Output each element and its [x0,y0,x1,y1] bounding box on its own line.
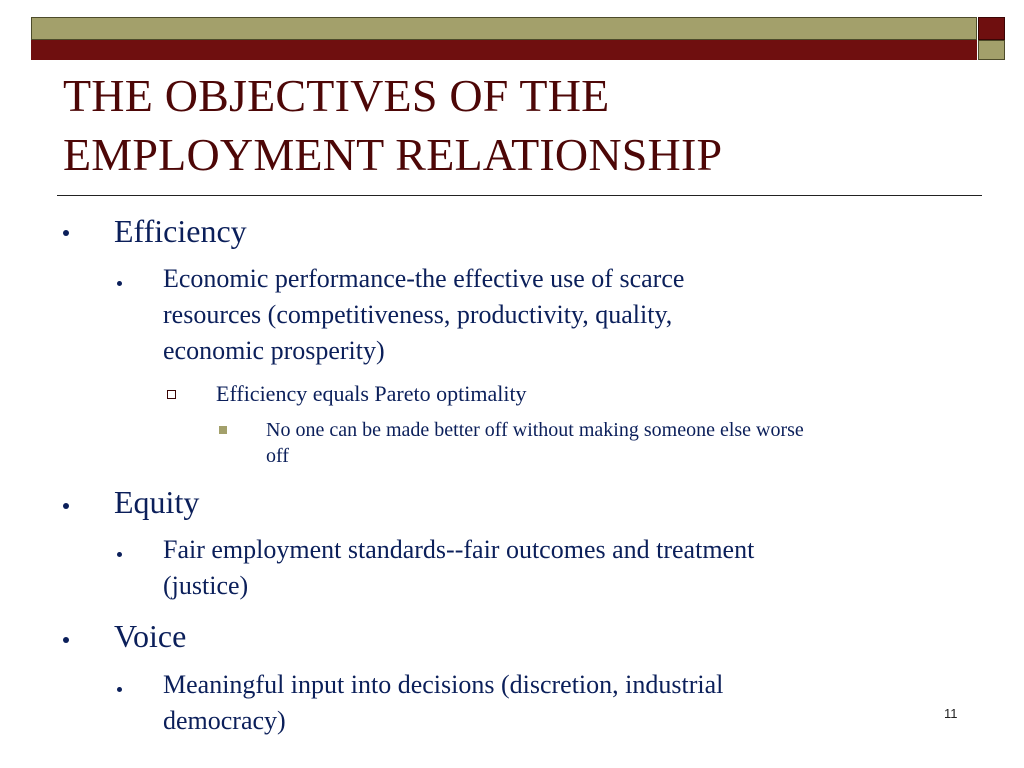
bullet-dot-icon [117,552,122,557]
sub-bullet-economic-line-3: economic prosperity) [163,336,385,365]
bullet-equity: Equity [114,484,200,520]
bullet-dot-icon [117,281,122,286]
sub-bullet-economic-line-2: resources (competitiveness, productivity, quality, [163,300,673,329]
sub-bullet-pareto: Efficiency equals Pareto optimality [216,381,527,406]
bullet-dot-icon [63,230,69,236]
sub-bullet-no-one-line-2: off [266,445,289,467]
sub-bullet-fair-line-2: (justice) [163,571,249,600]
sub-bullet-meaningful-line-1: Meaningful input into decisions (discretion, industrial [163,670,724,699]
sub-bullet-fair-line-1: Fair employment standards--fair outcomes and treatment [163,535,755,564]
sub-bullet-meaningful-line-2: democracy) [163,706,286,735]
bullet-dot-icon [117,687,122,692]
sub-bullet-no-one-line-1: No one can be made better off without making someone else worse [266,419,804,441]
bullet-dot-icon [63,503,69,509]
bullet-efficiency: Efficiency [114,213,247,249]
bullet-dot-icon [63,637,69,643]
slide-title-line-2: EMPLOYMENT RELATIONSHIP [63,129,723,180]
bullet-hollow-square-icon [167,390,176,399]
bullet-filled-square-icon [219,426,227,434]
page-number: 11 [944,706,958,721]
slide-title-line-1: THE OBJECTIVES OF THE [63,70,610,121]
bullet-voice: Voice [114,618,187,654]
sub-bullet-economic-line-1: Economic performance-the effective use of scarce [163,264,685,293]
